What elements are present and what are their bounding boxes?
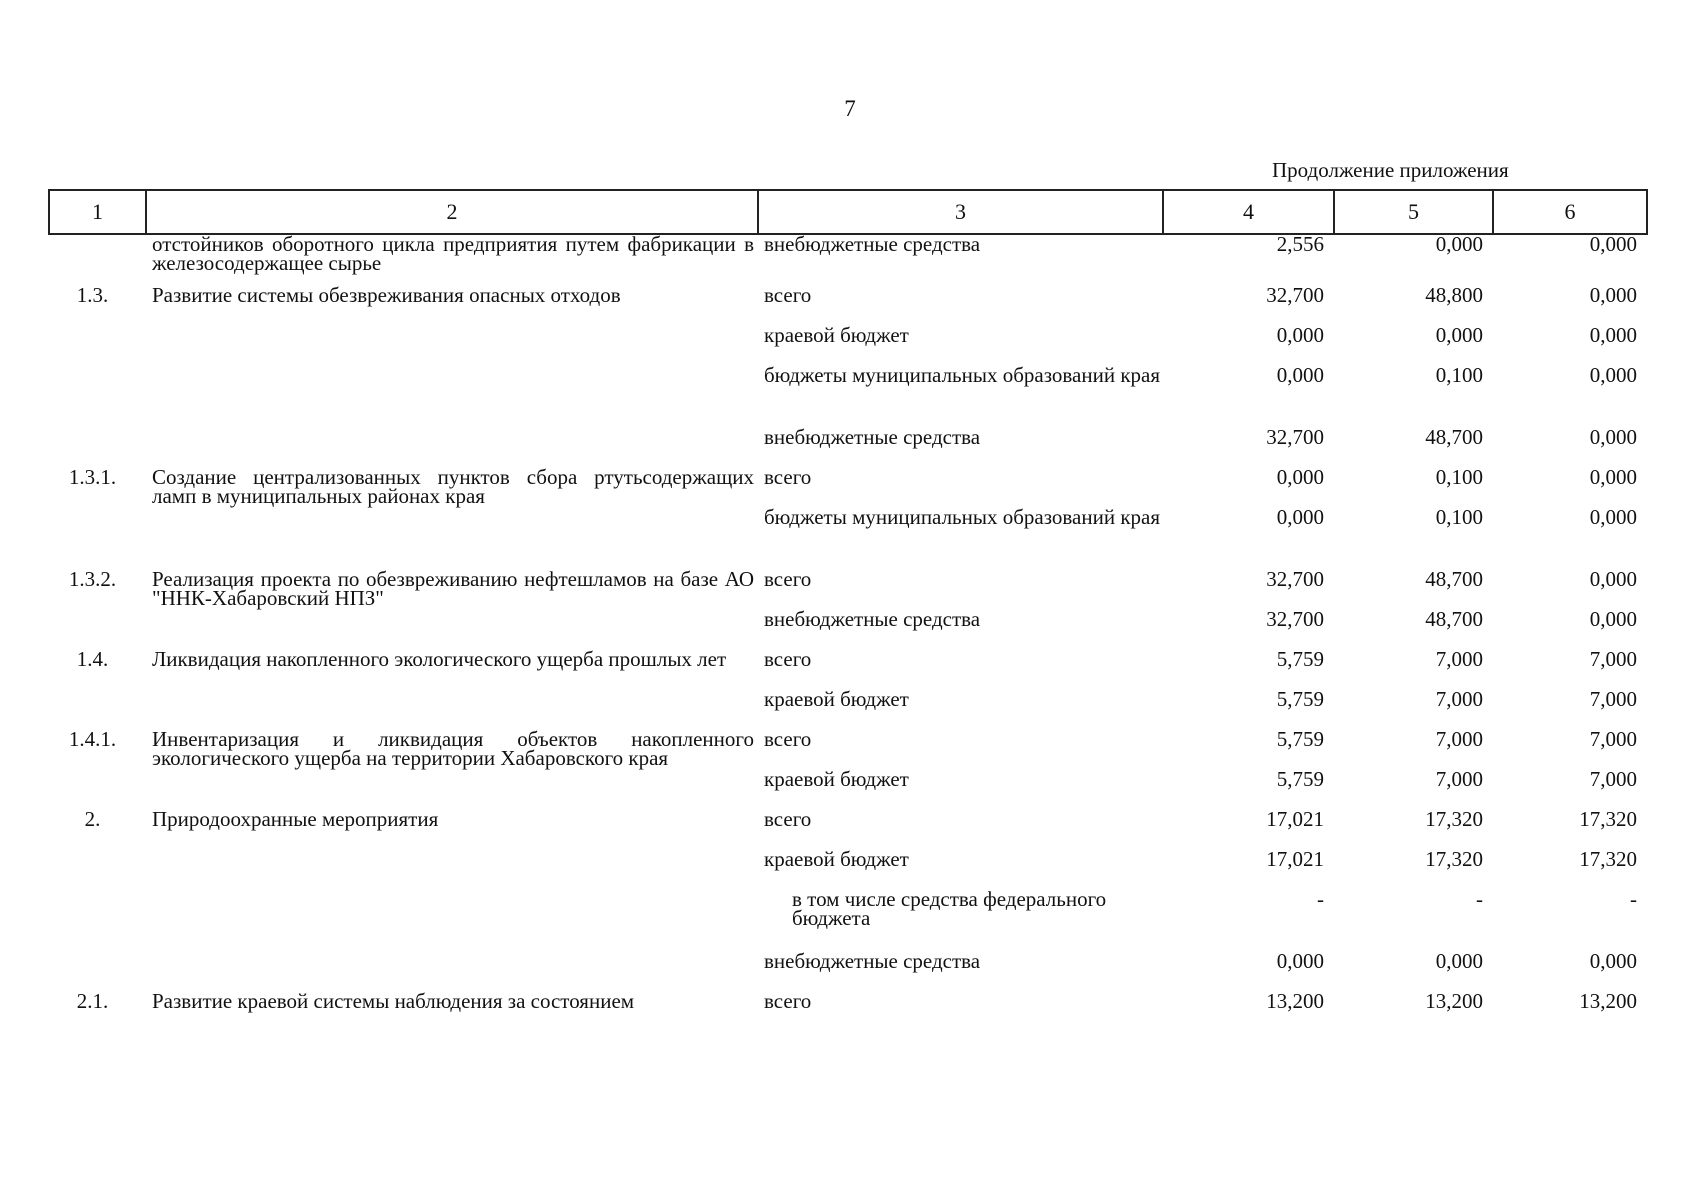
row-value-col-4: - [1317, 887, 1324, 911]
row-funding-source: внебюджетные средства [764, 425, 981, 449]
row-value-col-4: 13,200 [1266, 989, 1324, 1013]
row-activity-name: Создание централизованных пунктов сбора ртутьсодержащих ламп в муниципальных районах края [152, 465, 754, 508]
row-value-col-4: 32,700 [1266, 567, 1324, 591]
row-activity-name [146, 888, 758, 950]
row-value-col-4: 0,000 [1276, 505, 1324, 529]
row-value-col-5: 17,320 [1425, 847, 1483, 871]
header-row [49, 190, 1647, 234]
row-number [49, 364, 146, 426]
row-value-col-4: 17,021 [1266, 847, 1324, 871]
row-value-col-6: 0,000 [1589, 505, 1637, 529]
table-row [49, 466, 1647, 506]
row-funding-source: краевой бюджет [764, 847, 909, 871]
row-funding-source: краевой бюджет [764, 767, 909, 791]
row-activity-name [146, 506, 758, 568]
row-number: 1.3.2. [68, 567, 117, 591]
row-funding-source: бюджеты муниципальных образований края [764, 363, 1161, 387]
row-value-col-6: - [1630, 887, 1637, 911]
table-body [49, 234, 1647, 1030]
row-number [49, 324, 146, 364]
table-row [49, 568, 1647, 608]
row-number: 2.1. [76, 989, 109, 1013]
row-value-col-5: 48,700 [1425, 425, 1483, 449]
row-value-col-5: 0,100 [1435, 363, 1483, 387]
table-row [49, 768, 1647, 808]
row-activity-name [146, 324, 758, 364]
header-col-3: 3 [758, 190, 1163, 234]
row-value-col-4: 5,759 [1276, 767, 1324, 791]
table-row [49, 728, 1647, 768]
row-value-col-6: 0,000 [1589, 283, 1637, 307]
table-row [49, 426, 1647, 466]
row-activity-name [146, 364, 758, 426]
table-row [49, 950, 1647, 990]
row-funding-source: внебюджетные средства [764, 607, 981, 631]
row-value-col-4: 5,759 [1276, 727, 1324, 751]
table-row [49, 234, 1647, 284]
table-row [49, 848, 1647, 888]
row-number [49, 888, 146, 950]
row-funding-source: всего [764, 647, 812, 671]
row-value-col-5: 0,100 [1435, 505, 1483, 529]
row-value-col-6: 0,000 [1589, 607, 1637, 631]
row-funding-source: бюджеты муниципальных образований края [764, 505, 1161, 529]
row-funding-source: всего [764, 465, 812, 489]
header-col-5: 5 [1334, 190, 1493, 234]
row-value-col-4: 2,556 [1276, 232, 1324, 256]
row-activity-name: Природоохранные мероприятия [152, 807, 439, 831]
row-value-col-5: 0,000 [1435, 323, 1483, 347]
continuation-label: Продолжение приложения [1272, 158, 1509, 182]
row-value-col-5: 0,100 [1435, 465, 1483, 489]
row-value-col-6: 0,000 [1589, 949, 1637, 973]
row-funding-source: всего [764, 989, 812, 1013]
row-funding-source: всего [764, 283, 812, 307]
row-value-col-6: 7,000 [1589, 647, 1637, 671]
row-value-col-6: 17,320 [1579, 807, 1637, 831]
budget-table [48, 189, 1648, 1030]
header-col-6: 6 [1493, 190, 1647, 234]
row-number: 1.3.1. [68, 465, 117, 489]
row-value-col-6: 0,000 [1589, 323, 1637, 347]
row-value-col-6: 13,200 [1579, 989, 1637, 1013]
row-activity-name [146, 608, 758, 648]
row-value-col-5: 17,320 [1425, 807, 1483, 831]
header-col-2: 2 [146, 190, 758, 234]
row-activity-name: отстойников оборотного цикла предприятия путем фабрикации в железосодержащее сырье [152, 232, 754, 275]
row-value-col-4: 0,000 [1276, 949, 1324, 973]
row-value-col-5: 48,800 [1425, 283, 1483, 307]
row-value-col-6: 7,000 [1589, 767, 1637, 791]
row-value-col-5: 0,000 [1435, 232, 1483, 256]
row-value-col-4: 5,759 [1276, 647, 1324, 671]
row-activity-name: Реализация проекта по обезвреживанию нефтешламов на базе АО "ННК-Хабаровский НПЗ" [152, 567, 754, 610]
row-value-col-5: 48,700 [1425, 567, 1483, 591]
row-number [49, 848, 146, 888]
row-value-col-5: 7,000 [1435, 687, 1483, 711]
row-number [49, 608, 146, 648]
row-value-col-5: 7,000 [1435, 647, 1483, 671]
row-number [49, 950, 146, 990]
row-funding-source: всего [764, 807, 812, 831]
row-number: 1.4.1. [68, 727, 117, 751]
row-value-col-6: 0,000 [1589, 232, 1637, 256]
row-activity-name [146, 950, 758, 990]
row-funding-source: всего [764, 727, 812, 751]
row-value-col-4: 32,700 [1266, 607, 1324, 631]
row-value-col-4: 0,000 [1276, 465, 1324, 489]
row-funding-source: краевой бюджет [764, 323, 909, 347]
row-value-col-4: 5,759 [1276, 687, 1324, 711]
row-funding-source: всего [764, 567, 812, 591]
table-row [49, 990, 1647, 1030]
row-funding-source: внебюджетные средства [764, 232, 981, 256]
header-col-4: 4 [1163, 190, 1334, 234]
row-value-col-5: 0,000 [1435, 949, 1483, 973]
row-number [49, 506, 146, 568]
row-funding-source: в том числе средства федерального бюджета [792, 887, 1107, 930]
row-number [49, 234, 146, 284]
table-row [49, 888, 1647, 950]
table-row [49, 364, 1647, 426]
row-value-col-6: 7,000 [1589, 687, 1637, 711]
table-row [49, 688, 1647, 728]
row-value-col-6: 0,000 [1589, 425, 1637, 449]
row-value-col-6: 0,000 [1589, 567, 1637, 591]
row-activity-name [146, 848, 758, 888]
row-value-col-4: 17,021 [1266, 807, 1324, 831]
table-row [49, 284, 1647, 324]
row-activity-name [146, 768, 758, 808]
row-value-col-6: 17,320 [1579, 847, 1637, 871]
row-activity-name: Развитие краевой системы наблюдения за состоянием [152, 989, 635, 1013]
row-activity-name: Ликвидация накопленного экологического ущерба прошлых лет [152, 647, 727, 671]
row-value-col-6: 7,000 [1589, 727, 1637, 751]
row-funding-source: краевой бюджет [764, 687, 909, 711]
row-number [49, 426, 146, 466]
table-row [49, 324, 1647, 364]
row-value-col-5: 48,700 [1425, 607, 1483, 631]
row-number: 1.3. [76, 283, 109, 307]
row-activity-name [146, 688, 758, 728]
row-value-col-5: - [1476, 887, 1483, 911]
table-row [49, 506, 1647, 568]
row-value-col-4: 0,000 [1276, 363, 1324, 387]
row-value-col-5: 7,000 [1435, 767, 1483, 791]
header-col-1: 1 [49, 190, 146, 234]
row-funding-source: внебюджетные средства [764, 949, 981, 973]
row-value-col-6: 0,000 [1589, 363, 1637, 387]
row-activity-name [146, 426, 758, 466]
row-value-col-4: 0,000 [1276, 323, 1324, 347]
row-number [49, 768, 146, 808]
row-activity-name: Развитие системы обезвреживания опасных отходов [152, 283, 621, 307]
row-value-col-4: 32,700 [1266, 425, 1324, 449]
row-activity-name: Инвентаризация и ликвидация объектов накопленного экологического ущерба на территории Хабаровского края [152, 727, 754, 770]
table-row [49, 608, 1647, 648]
row-number: 1.4. [76, 647, 109, 671]
row-value-col-4: 32,700 [1266, 283, 1324, 307]
row-value-col-5: 13,200 [1425, 989, 1483, 1013]
table-row [49, 808, 1647, 848]
row-value-col-6: 0,000 [1589, 465, 1637, 489]
page-number: 7 [844, 96, 856, 121]
table-row [49, 648, 1647, 688]
row-value-col-5: 7,000 [1435, 727, 1483, 751]
row-number: 2. [84, 807, 101, 831]
row-number [49, 688, 146, 728]
